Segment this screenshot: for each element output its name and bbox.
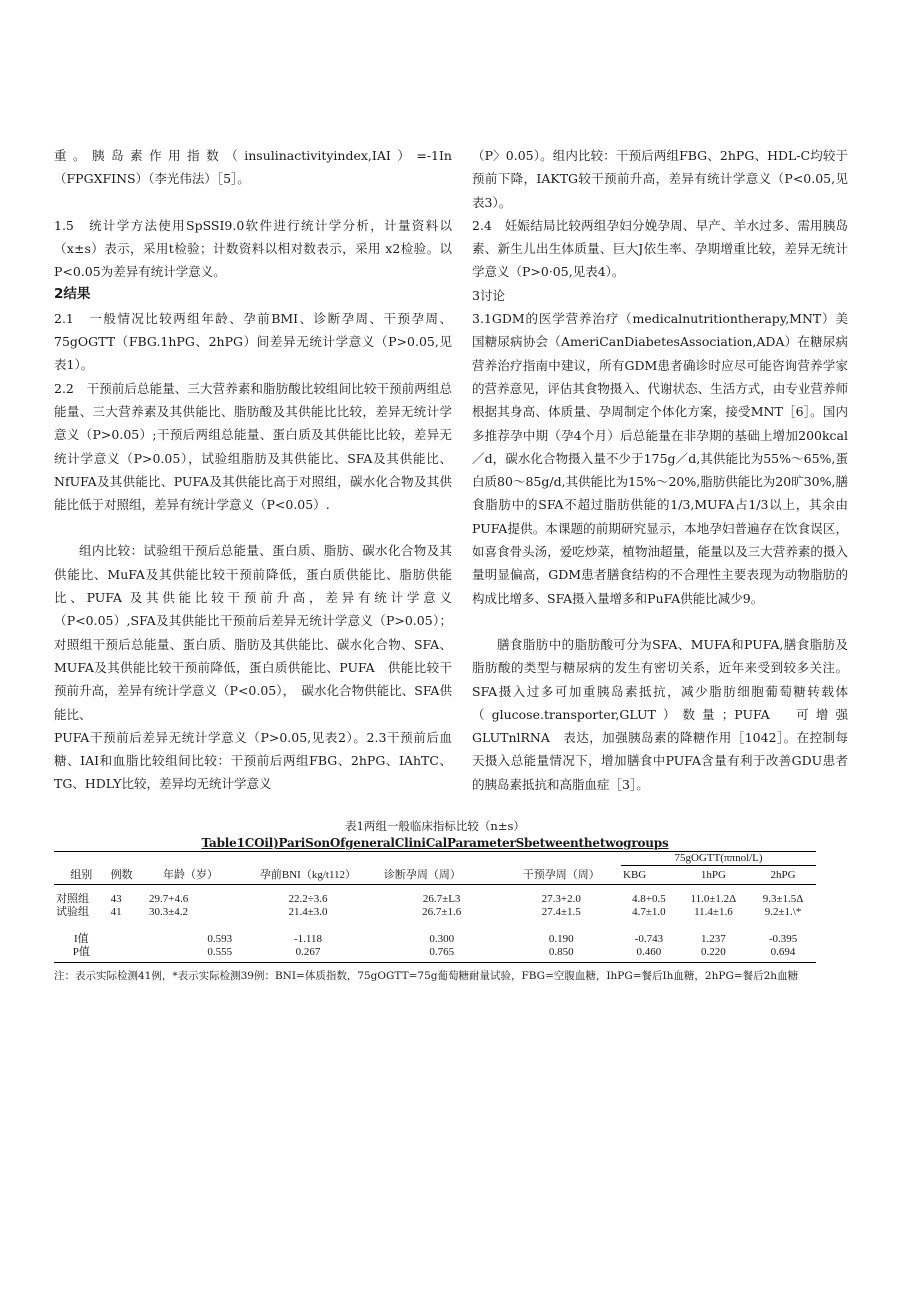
paragraph-within-group-glucose: （P〉0.05）。组内比较：干预后两组FBG、2hPG、HDL-C均较于预前下降，IAKTG较干预前升高，差异有统计学意义（P<0.05,见表3）。	[472, 148, 848, 210]
cell	[109, 946, 147, 963]
cell: 26.7±L3	[422, 892, 461, 905]
cell: 27.4±1.5	[541, 905, 581, 918]
cell: 0.220	[677, 946, 750, 963]
paragraph-iai: 重。胰岛素作用指数（insulinactivityindex,IAI）=-1In（FPGXFINS）（李光伟法）［5］。	[54, 148, 452, 187]
cell: 29.7+4.6	[148, 892, 189, 905]
col-1hpg: 1hPG	[677, 866, 750, 885]
table-row-p-value	[54, 946, 816, 963]
ogtt-header: 75gOGTT(ππnol/L)	[621, 852, 816, 866]
cell: 43	[110, 892, 122, 905]
cell: 0.850	[501, 946, 621, 963]
table-caption-en: Table1COil)PariSonOfgeneralCliniCalParameterSbetweenthetwogroups	[201, 836, 669, 850]
cell: I值	[73, 932, 89, 945]
table-note: 注：表示实际检测41例，*表示实际检测39例：BNI=体质指数，75gOGTT=75g葡萄糖耐量试验，FBG=空腹血糖，IhPG=餐后Ih血糖，2hPG=餐后2h血糖	[54, 969, 799, 982]
clinical-parameters-table	[54, 851, 816, 963]
col-count: 例数	[109, 866, 147, 885]
table-header-row-2	[54, 866, 816, 885]
table-row	[54, 885, 816, 893]
cell: 11.4±1.6	[694, 905, 733, 918]
paragraph-3-1: 3.1GDM的医学营养治疗（medicalnutritiontherapy,MNT）美国糖尿病协会（AmeriCanDiabetesAssociation,ADA）在糖尿病营养治疗指南中建议，所有GDM患者确诊时应尽可能咨询营养学家的营养意见，评估其食物摄入、代谢状态、生活方式，由专业营养师根据其身高、体质量、孕周制定个体化方案，接受MNT［6］。国内多推荐孕中期（孕4个月）后总能量在非孕期的基础上增加200kcal／d，碳水化合物摄入量不少于175g／d,其供能比为55%～65%,蛋白质80～85g/d,其供能比为15%～20%,脂肪供能比为20旷30%,膳食脂肪中的SFA不超过脂肪供能的1/3,MUFA占1/3以上，其余由PUFA提供。本课题的前期研究显示，本地孕妇普遍存在饮食误区，如喜食骨头汤，爱吃炒菜，植物油超量，能量以及三大营养素的摄入量明显偏高，GDM患者膳食结构的不合理性主要表现为动物脂肪的构成比增多、SFA摄入量增多和PuFA供能比减少9。	[472, 311, 848, 606]
table-caption-cn: 表1两组一般临床指标比较（n±s）	[345, 819, 525, 833]
col-intervention-week: 干预孕周（周）	[501, 866, 621, 885]
heading-discussion: 3讨论	[472, 287, 505, 303]
table-row-t-value	[54, 933, 816, 946]
col-diagnosis-week: 诊断孕周（周）	[382, 866, 502, 885]
cell: 41	[110, 905, 122, 918]
table-row-test	[54, 906, 816, 919]
cell: 0.765	[382, 946, 502, 963]
paragraph-fatty-acids: 膳食脂肪中的脂肪酸可分为SFA、MUFA和PUFA,膳食脂肪及脂肪酸的类型与糖尿病的发生有密切关系，近年来受到较多关注。SFA摄入过多可加重胰岛素抵抗，减少脂肪细胞葡萄糖转载体（glucose.transporter,GLUT）数量；PUFA 可增强GLUTnlRNA 表达，加强胰岛素的降糖作用［1042］。在控制每天摄入总能量情况下，增加膳食中PUFA含量有利于改善GDU患者的胰岛素抵抗和高脂血症［3］。	[472, 636, 848, 792]
cell: 0.300	[429, 932, 455, 945]
table-header-row-1	[54, 852, 816, 866]
paragraph-2-1: 2.1 一般情况比较两组年龄、孕前BMI、诊断孕周、干预孕周、75gOGTT（FBG.1hPG、2hPG）间差异无统计学意义（P>0.05,见表1）。	[54, 310, 452, 373]
table-1	[54, 817, 816, 985]
paragraph-within-group: 组内比较：试验组干预后总能量、蛋白质、脂肪、碳水化合物及其供能比、MuFA及其供能比较干预前降低，蛋白质供能比、脂肪供能比、PUFA 及其供能比较干预前升高，差异有统计学意义（P<0.05）,SFA及其供能比干预前后差异无统计学意义（P>0.05）；对照组干预后总能量、蛋白质、脂肪及其供能比、碳水化合物、SFA、MUFA及其供能比较干预前降低，蛋白质供能比、PUFA 供能比较干预前升高，差异有统计学意义（P<0.05）， 碳水化合物供能比、SFA供能比、	[54, 543, 452, 722]
cell: 22.2÷3.6	[288, 892, 328, 905]
paragraph-2-3: PUFA干预前后差异无统计学意义（P>0.05,见表2）。2.3干预前后血糖、IAI和血脂比较组间比较：干预前后两组FBG、2hPG、IAhTC、TG、HDLY比较，差异均无统计学意义	[54, 729, 452, 792]
cell: 4.7±1.0	[632, 905, 666, 918]
heading-results: 2结果	[54, 286, 91, 303]
cell: 对照组	[56, 892, 89, 905]
cell: 0.190	[548, 932, 574, 945]
paragraph-statistics: 1.5 统计学方法使用SpSSI9.0软件进行统计学分析，计量资料以（x±s）表示，采用t检验；计数资料以相对数表示，采用 x2检验。以P<0.05为差异有统计学意义。	[54, 217, 452, 280]
table-row	[54, 919, 816, 933]
col-age: 年龄（岁）	[147, 866, 234, 885]
col-2hpg: 2hPG	[750, 866, 816, 885]
cell: 1.237	[701, 932, 726, 945]
cell: 30.3±4.2	[148, 905, 189, 918]
cell: 11.0±1.2Δ	[690, 892, 737, 905]
cell: 试验组	[56, 905, 89, 918]
cell: 26.7±1.6	[422, 905, 462, 918]
col-group: 组别	[54, 866, 109, 885]
cell: 4.8+0.5	[632, 892, 666, 905]
table-row-control	[54, 893, 816, 906]
paragraph-2-2: 2.2 干预前后总能量、三大营养素和脂肪酸比较组间比较干预前两组总能量、三大营养素及其供能比、脂肪酸及其供能比比较，差异无统计学意义（P>0.05）;干预后两组总能量、蛋白质及其供能比比较，差异无统计学意义（P>0.05），试验组脂肪及其供能比、SFA及其供能比、NfUFA及其供能比、PUFA及其供能比高于对照组，碳水化合物及其供能比低于对照组，差异有统计学意义（P<0.05）.	[54, 380, 452, 513]
left-column	[54, 144, 452, 796]
cell: -0.743	[634, 932, 664, 945]
cell: 9.3±1.5Δ	[762, 892, 804, 905]
cell: 27.3+2.0	[541, 892, 581, 905]
cell: P值	[54, 946, 109, 963]
cell: 0.593	[207, 932, 233, 945]
cell: -1.118	[293, 932, 322, 945]
col-fbg: KBG	[621, 866, 677, 885]
cell: 0.694	[750, 946, 816, 963]
paragraph-2-4: 2.4 妊娠结局比较两组孕妇分娩孕周、早产、羊水过多、需用胰岛素、新生儿出生体质量、巨大J依生率、孕期增重比较，差异无统计学意义（P>0·05,见表4）。	[472, 217, 848, 280]
col-bmi: 孕前BNI（kg/t112）	[234, 866, 382, 885]
cell: 0.267	[234, 946, 382, 963]
cell: 0.555	[147, 946, 234, 963]
right-column	[472, 144, 848, 796]
cell: 21.4±3.0	[288, 905, 328, 918]
cell	[109, 933, 147, 946]
cell: -0.395	[768, 932, 798, 945]
cell: 0.460	[621, 946, 677, 963]
cell: 9.2±1.\*	[764, 905, 802, 918]
